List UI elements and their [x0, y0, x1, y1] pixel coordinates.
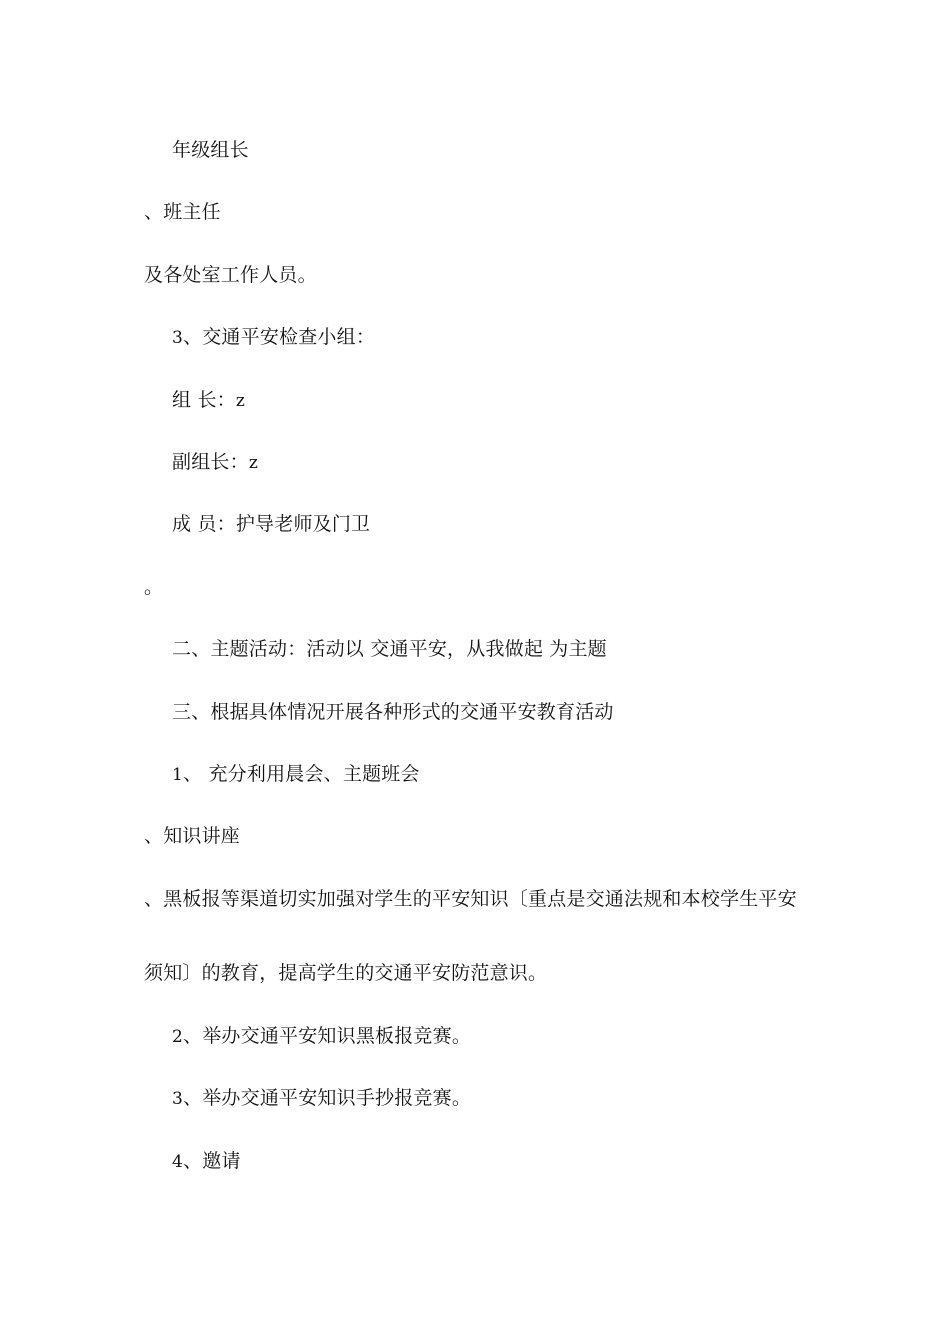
text-line-period [144, 575, 163, 599]
text: 三、根据具体情况开展各种形式的交通平安教育活动 [172, 701, 614, 723]
text-line-members [172, 512, 370, 536]
text-line-education [144, 961, 547, 985]
text-line-lecture [144, 824, 240, 848]
label: 组 长： [172, 389, 236, 411]
item-number: 3 [172, 1089, 184, 1109]
text-line-deputy-leader [172, 450, 258, 475]
item-number: 2 [172, 1027, 184, 1047]
text: 、举办交通平安知识黑板报竞赛。 [183, 1025, 472, 1047]
item-number: 1 [172, 765, 184, 785]
item-number: 3 [172, 328, 184, 348]
list-item-3 [172, 1086, 471, 1111]
text-line-class-teacher [144, 200, 221, 224]
text: 及各处室工作人员。 [144, 264, 317, 286]
text: 、邀请 [183, 1150, 241, 1172]
text-line-blackboard [144, 887, 797, 911]
list-item-1 [172, 762, 420, 787]
label: 副组长： [172, 451, 249, 473]
text: 、知识讲座 [144, 825, 241, 847]
text-line-grade-leader [172, 138, 249, 162]
text: 。 [144, 576, 164, 598]
text: 二、主题活动：活动以 交通平安，从我做起 为主题 [172, 638, 607, 660]
text: 、举办交通平安知识手抄报竞赛。 [183, 1087, 472, 1109]
section-heading-theme-activity [172, 637, 607, 661]
text-line-office-staff [144, 263, 317, 287]
text: 、 充分利用晨会、主题班会 [183, 763, 420, 785]
section-heading-inspection-group [172, 325, 375, 350]
value: z [235, 391, 246, 411]
text: 年级组长 [172, 139, 249, 161]
section-heading-education-activities [172, 700, 614, 724]
text: 、班主任 [144, 201, 221, 223]
text: 成 员：护导老师及门卫 [172, 513, 371, 535]
list-item-2 [172, 1024, 471, 1049]
item-number: 4 [172, 1152, 184, 1172]
text: 、黑板报等渠道切实加强对学生的平安知识〔重点是交通法规和本校学生平安 [144, 888, 797, 910]
text-line-group-leader [172, 388, 245, 413]
text: 须知〕的教育，提高学生的交通平安防范意识。 [144, 962, 548, 984]
list-item-4 [172, 1149, 241, 1174]
text: 、交通平安检查小组： [183, 326, 376, 348]
value: z [248, 453, 258, 473]
